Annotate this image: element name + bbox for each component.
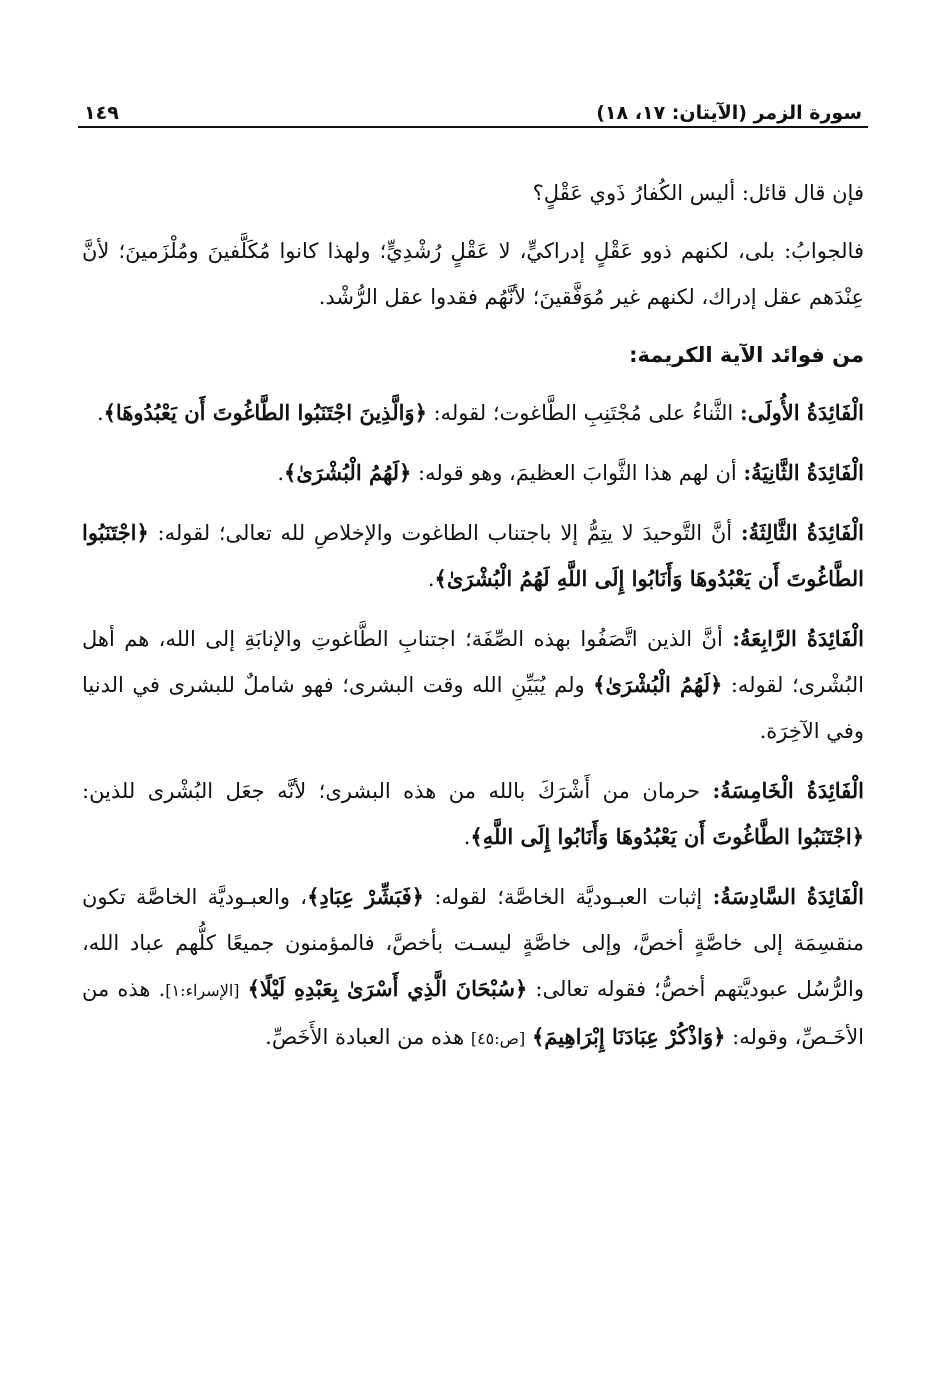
benefit-name: الْفَائِدَةُ الأُولَى: (739, 400, 864, 425)
quran-verse: ﴿اجْتَنَبُوا الطَّاغُوتَ أَن يَعْبُدُوهَا وَأَنَابُوا إِلَى اللَّهِ لَهُمُ الْبُشْرَىٰ﴾ (82, 520, 864, 591)
benefit-text: . (96, 401, 104, 425)
benefit-text (525, 1025, 532, 1049)
verse-reference: [ص:٤٥] (470, 1029, 526, 1048)
benefit-text: إثبات العبـوديَّة الخاصَّة؛ لقوله: (424, 885, 713, 909)
benefit-name: الْفَائِدَةُ السَّادِسَةُ: (712, 884, 865, 909)
benefit-text (240, 977, 248, 1001)
book-page (78, 88, 868, 1062)
benefit-text: الثَّناءُ على مُجْتَنِبِ الطَّاغوت؛ لقوله: (426, 401, 740, 425)
benefits-list (82, 390, 864, 1062)
benefit-paragraph-6 (82, 874, 864, 1062)
benefit-text: أن لهم هذا الثَّوابَ العظيمَ، وهو قوله: (411, 461, 744, 485)
quran-verse: ﴿فَبَشِّرْ عِبَادِ﴾ (307, 884, 424, 909)
quran-verse: ﴿وَالَّذِينَ اجْتَنَبُوا الطَّاغُوتَ أَن يَعْبُدُوهَا﴾ (103, 400, 427, 425)
question-paragraph: فإن قال قائل: أليس الكُفارُ ذَوي عَقْلٍ؟ (532, 181, 864, 205)
answer-paragraph: فالجوابُ: بلى، لكنهم ذوو عَقْلٍ إدراكيٍّ، لا عَقْلٍ رُشْدِيٍّ؛ ولهذا كانوا مُكَلَّفينَ ومُلْزَمينَ؛ لأنَّ عِنْدَهم عقل إدراك، لكنهم غير مُوَفَّقينَ؛ لأنَّهُم فقدوا عقل الرُّشْد. (82, 239, 864, 309)
quran-verse: ﴿لَهُمُ الْبُشْرَىٰ﴾ (593, 672, 723, 697)
benefit-name: الْفَائِدَةُ الثَّالِثَةُ: (740, 520, 864, 545)
benefit-paragraph-2 (82, 450, 864, 498)
benefit-name: الْفَائِدَةُ الرَّابِعَةُ: (732, 626, 864, 651)
quran-verse: ﴿اجْتَنَبُوا الطَّاغُوتَ أَن يَعْبُدُوهَا وَأَنَابُوا إِلَى اللَّهِ﴾ (470, 824, 864, 849)
benefit-text: . هذه من الأخَـصِّ، وقوله: (82, 977, 864, 1049)
benefit-text: أنَّ التَّوحيدَ لا يتِمُّ إلا باجتناب الطاغوت والإخلاصِ لله تعالى؛ لقوله: (148, 521, 741, 545)
benefit-text: هذه من العبادة الأَخَصِّ. (265, 1025, 471, 1049)
surah-title: سورة الزمر (الآيتان: ١٧، ١٨) (596, 102, 862, 124)
benefit-paragraph-1 (82, 390, 864, 438)
benefit-name: الْفَائِدَةُ الثَّانِيَةُ: (743, 460, 864, 485)
benefit-paragraph-3 (82, 510, 864, 604)
benefit-text: . (463, 825, 471, 849)
page-body (78, 170, 868, 1062)
quran-verse: ﴿وَاذْكُرْ عِبَادَنَا إِبْرَاهِيمَ﴾ (531, 1024, 726, 1049)
benefit-name: الْفَائِدَةُ الْخَامِسَةُ: (712, 778, 864, 803)
verse-reference: [الإسراء:١] (165, 981, 240, 1000)
quran-verse: ﴿لَهُمُ الْبُشْرَىٰ﴾ (284, 460, 412, 485)
section-heading: من فوائد الآية الكريمة: (629, 343, 864, 367)
quran-verse: ﴿سُبْحَانَ الَّذِي أَسْرَىٰ بِعَبْدِهِ لَيْلًا﴾ (247, 976, 528, 1001)
benefit-text: ولم يُبَيِّنِ الله وقت البشرى؛ فهو شاملٌ للبشرى في الدنيا وفي الآخِرَة. (82, 673, 864, 743)
benefit-text: . (427, 567, 435, 591)
page-number: ١٤٩ (84, 102, 119, 124)
benefit-text: أنَّ الذين اتَّصَفُوا بهذه الصِّفَة؛ اجتنابِ الطَّاغوتِ والإنابَةِ إلى الله، هم أهل البُشْرى؛ لقوله: (82, 627, 864, 697)
benefit-text: . (277, 461, 285, 485)
running-header (78, 88, 868, 128)
benefit-paragraph-4 (82, 616, 864, 756)
benefit-text: حرمان من أَشْرَكَ بالله من هذه البشرى؛ لأنَّه جعَل البُشْرى للذين: (82, 779, 713, 803)
benefit-text: ، والعبـوديَّة الخاصَّة تكون منقسِمَة إلى خاصَّةٍ أخصَّ، وإلى خاصَّةٍ ليسـت بأخصَّ، فالمؤمنون جميعًا كلُّهم عباد الله، والرُّسُل عبوديَّتهم أخصُّ؛ فقوله تعالى: (82, 885, 864, 1001)
benefit-paragraph-5 (82, 768, 864, 862)
